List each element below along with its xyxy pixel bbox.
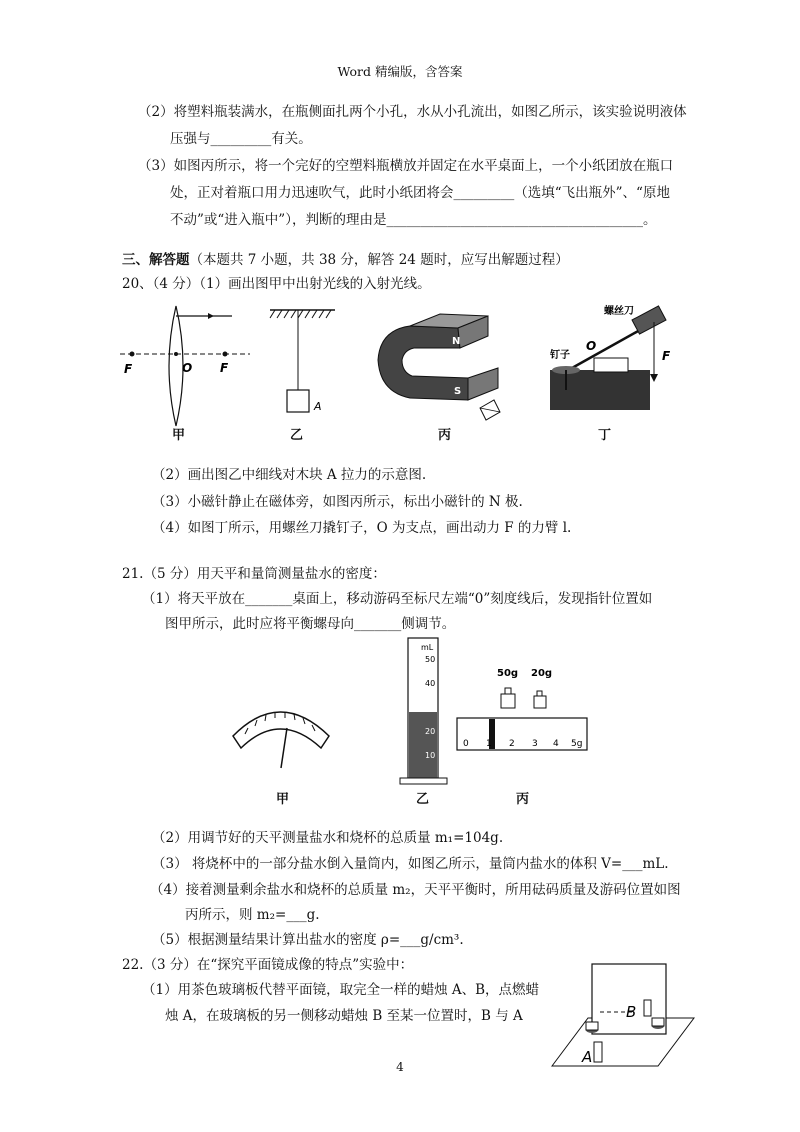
section-note: （本题共 7 小题，共 38 分，解答 24 题时，应写出解题过程） <box>189 252 569 268</box>
q20-figures <box>110 298 700 453</box>
page-header: Word 精编版，含答案 <box>337 64 463 79</box>
q21-part3: （3） 将烧杯中的一部分盐水倒入量筒内，如图乙所示，量筒内盐水的体积 V=___mL. <box>152 856 669 872</box>
balance-dial-figure <box>233 712 329 768</box>
ruler-mark-1: 1 <box>486 739 492 749</box>
q20-stem: 20、（4 分）（1）画出图甲中出射光线的入射光线。 <box>122 276 431 292</box>
ruler-mark-5g: 5g <box>571 739 583 749</box>
graduated-cylinder-figure <box>400 638 447 784</box>
ruler-mark-3: 3 <box>532 739 538 749</box>
candle-b-label: B <box>626 1003 637 1021</box>
q21-part5: （5）根据测量结果计算出盐水的密度 ρ=___g/cm³. <box>152 932 464 948</box>
lens-center-label: O <box>182 361 193 375</box>
q19-part3-line3: 不动”或“进入瓶中”），判断的理由是______________________________________。 <box>170 212 657 228</box>
magnet-s-label: S <box>454 386 462 397</box>
q19-part2-line1: （2）将塑料瓶装满水，在瓶侧面扎两个小孔，水从小孔流出，如图乙所示，该实验说明液体 <box>138 104 687 120</box>
cylinder-mark-20: 20 <box>425 727 436 736</box>
fig-label-bing: 丙 <box>438 428 452 443</box>
horseshoe-magnet-figure <box>378 314 500 420</box>
q22-part1-line1: （1）用茶色玻璃板代替平面镜，取完全一样的蜡烛 A、B，点燃蜡 <box>142 982 540 998</box>
magnet-n-label: N <box>452 336 461 347</box>
section-title: 三、解答题 <box>122 252 190 268</box>
q19-part2-line2: 压强与_________有关。 <box>170 131 312 147</box>
q21-part2: （2）用调节好的天平测量盐水和烧杯的总质量 m₁=104g. <box>152 830 504 846</box>
lens-figure <box>120 306 250 426</box>
q21-part4-line2: 丙所示，则 m₂=___g. <box>185 907 320 923</box>
block-a-label: A <box>314 400 322 413</box>
ruler-mark-4: 4 <box>553 739 559 749</box>
mirror-experiment-figure <box>548 958 698 1073</box>
q22-part1-line2: 烛 A，在玻璃板的另一侧移动蜡烛 B 至某一位置时，B 与 A <box>165 1008 523 1024</box>
q21-part1-line2: 图甲所示，此时应将平衡螺母向_______侧调节。 <box>165 616 456 632</box>
weight-50g-label: 50g <box>497 668 519 679</box>
hanging-block-figure <box>270 310 335 413</box>
cylinder-mark-30: 30 <box>425 703 436 712</box>
weight-20g-label: 20g <box>531 668 553 679</box>
fig-label-ding: 丁 <box>598 428 612 443</box>
fig21-label-jia: 甲 <box>276 792 290 807</box>
q21-stem: 21.（5 分）用天平和量筒测量盐水的密度： <box>122 566 386 582</box>
cylinder-unit-label: mL <box>421 643 434 652</box>
candle-a-label: A <box>582 1048 593 1066</box>
q19-part3-line2: 处，正对着瓶口用力迅速吹气，此时小纸团将会_________（选填“飞出瓶外”、“原地 <box>170 185 670 201</box>
cylinder-mark-40: 40 <box>425 679 436 688</box>
q19-part3-line1: （3）如图丙所示，将一个完好的空塑料瓶横放并固定在水平桌面上，一个小纸团放在瓶口 <box>138 158 674 174</box>
q21-part1-line1: （1）将天平放在_______桌面上，移动游码至标尺左端“0”刻度线后，发现指针位置如 <box>142 591 653 607</box>
cylinder-mark-50: 50 <box>425 655 436 664</box>
q22-stem: 22.（3 分）在“探究平面镜成像的特点”实验中： <box>122 957 414 973</box>
pivot-o-label: O <box>586 339 597 353</box>
q21-part4-line1: （4）接着测量剩余盐水和烧杯的总质量 m₂，天平平衡时，所用砝码质量及游码位置如图 <box>150 882 681 898</box>
force-f-label: F <box>662 349 671 363</box>
q20-part4: （4）如图丁所示，用螺丝刀撬钉子，O 为支点，画出动力 F 的力臂 l. <box>152 520 572 536</box>
q20-part3: （3）小磁针静止在磁体旁，如图丙所示，标出小磁针的 N 极. <box>152 494 523 510</box>
nail-label: 钉子 <box>550 350 570 361</box>
fig21-label-bing: 丙 <box>516 792 530 807</box>
ruler-mark-0: 0 <box>463 739 469 749</box>
page-number: 4 <box>396 1060 404 1074</box>
q20-part2: （2）画出图乙中细线对木块 A 拉力的示意图. <box>152 467 427 483</box>
focus-left-label: F <box>124 362 133 376</box>
screwdriver-label: 螺丝刀 <box>604 306 634 317</box>
fig-label-yi: 乙 <box>290 428 304 443</box>
focus-right-label: F <box>220 361 229 375</box>
screwdriver-figure <box>550 304 671 410</box>
cylinder-mark-10: 10 <box>425 751 436 760</box>
weights-ruler-figure <box>457 668 587 750</box>
fig-label-jia: 甲 <box>172 428 186 443</box>
fig21-label-yi: 乙 <box>416 792 430 807</box>
ruler-mark-2: 2 <box>509 739 515 749</box>
